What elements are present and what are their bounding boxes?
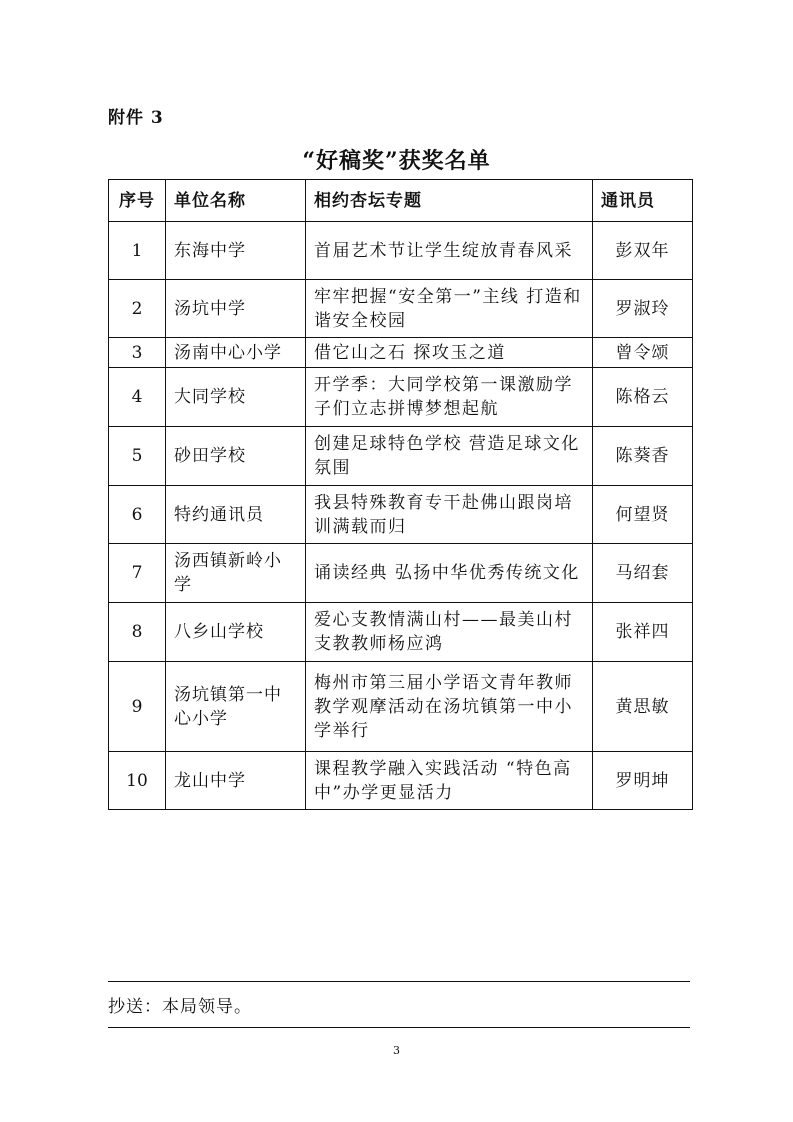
- cell-topic: 课程教学融入实践活动 “特色高中”办学更显活力: [306, 752, 593, 810]
- cc-rule-bottom-divider: [108, 1027, 690, 1028]
- cell-reporter: 罗淑玲: [593, 280, 693, 338]
- cc-rule-top-divider: [108, 981, 690, 982]
- table-row: [109, 338, 693, 368]
- cell-unit: 汤坑中学: [166, 280, 306, 338]
- cell-unit: 特约通讯员: [166, 486, 306, 544]
- cell-topic: 爱心支教情满山村——最美山村支教教师杨应鸿: [306, 603, 593, 662]
- cell-topic: 创建足球特色学校 营造足球文化氛围: [306, 427, 593, 486]
- table-row: [109, 662, 693, 752]
- cell-no: 1: [109, 222, 166, 280]
- cell-reporter: 陈格云: [593, 368, 693, 427]
- page-number: 3: [393, 1044, 400, 1057]
- cell-unit: 大同学校: [166, 368, 306, 427]
- cell-no: 3: [109, 338, 166, 368]
- cell-reporter: 彭双年: [593, 222, 693, 280]
- cell-topic: 梅州市第三届小学语文青年教师教学观摩活动在汤坑镇第一中小学举行: [306, 662, 593, 752]
- header-reporter: 通讯员: [593, 180, 693, 222]
- cell-reporter: 马绍套: [593, 544, 693, 603]
- cell-topic: 诵读经典 弘扬中华优秀传统文化: [306, 544, 593, 603]
- cell-no: 6: [109, 486, 166, 544]
- cell-unit: 砂田学校: [166, 427, 306, 486]
- cell-no: 9: [109, 662, 166, 752]
- cell-unit: 汤坑镇第一中心小学: [166, 662, 306, 752]
- cell-no: 7: [109, 544, 166, 603]
- cell-no: 10: [109, 752, 166, 810]
- table-row: [109, 486, 693, 544]
- cell-reporter: 曾令颂: [593, 338, 693, 368]
- table-row: [109, 427, 693, 486]
- table-row: [109, 544, 693, 603]
- table-row: [109, 603, 693, 662]
- cell-unit: 东海中学: [166, 222, 306, 280]
- cell-reporter: 张祥四: [593, 603, 693, 662]
- cell-unit: 汤西镇新岭小学: [166, 544, 306, 603]
- cell-unit: 八乡山学校: [166, 603, 306, 662]
- award-table: [108, 179, 693, 810]
- cell-reporter: 罗明坤: [593, 752, 693, 810]
- cell-reporter: 陈葵香: [593, 427, 693, 486]
- cell-topic: 我县特殊教育专干赴佛山跟岗培训满载而归: [306, 486, 593, 544]
- cell-no: 4: [109, 368, 166, 427]
- table-row: [109, 280, 693, 338]
- header-no: 序号: [109, 180, 166, 222]
- table-row: [109, 222, 693, 280]
- cell-no: 2: [109, 280, 166, 338]
- attachment-label: 附件 3: [108, 108, 164, 128]
- header-topic: 相约杏坛专题: [306, 180, 593, 222]
- cell-reporter: 何望贤: [593, 486, 693, 544]
- cell-unit: 汤南中心小学: [166, 338, 306, 368]
- cell-no: 8: [109, 603, 166, 662]
- header-unit: 单位名称: [166, 180, 306, 222]
- cc-line: 抄送：本局领导。: [108, 997, 252, 1017]
- cell-topic: 借它山之石 探攻玉之道: [306, 338, 593, 368]
- table-row: [109, 752, 693, 810]
- cell-unit: 龙山中学: [166, 752, 306, 810]
- document-title: “好稿奖”获奖名单: [302, 148, 491, 174]
- cell-topic: 开学季：大同学校第一课激励学子们立志拼博梦想起航: [306, 368, 593, 427]
- table-header-row: [109, 180, 693, 222]
- cell-no: 5: [109, 427, 166, 486]
- cell-reporter: 黄思敏: [593, 662, 693, 752]
- cell-topic: 牢牢把握“安全第一”主线 打造和谐安全校园: [306, 280, 593, 338]
- table-row: [109, 368, 693, 427]
- cell-topic: 首届艺术节让学生绽放青春风采: [306, 222, 593, 280]
